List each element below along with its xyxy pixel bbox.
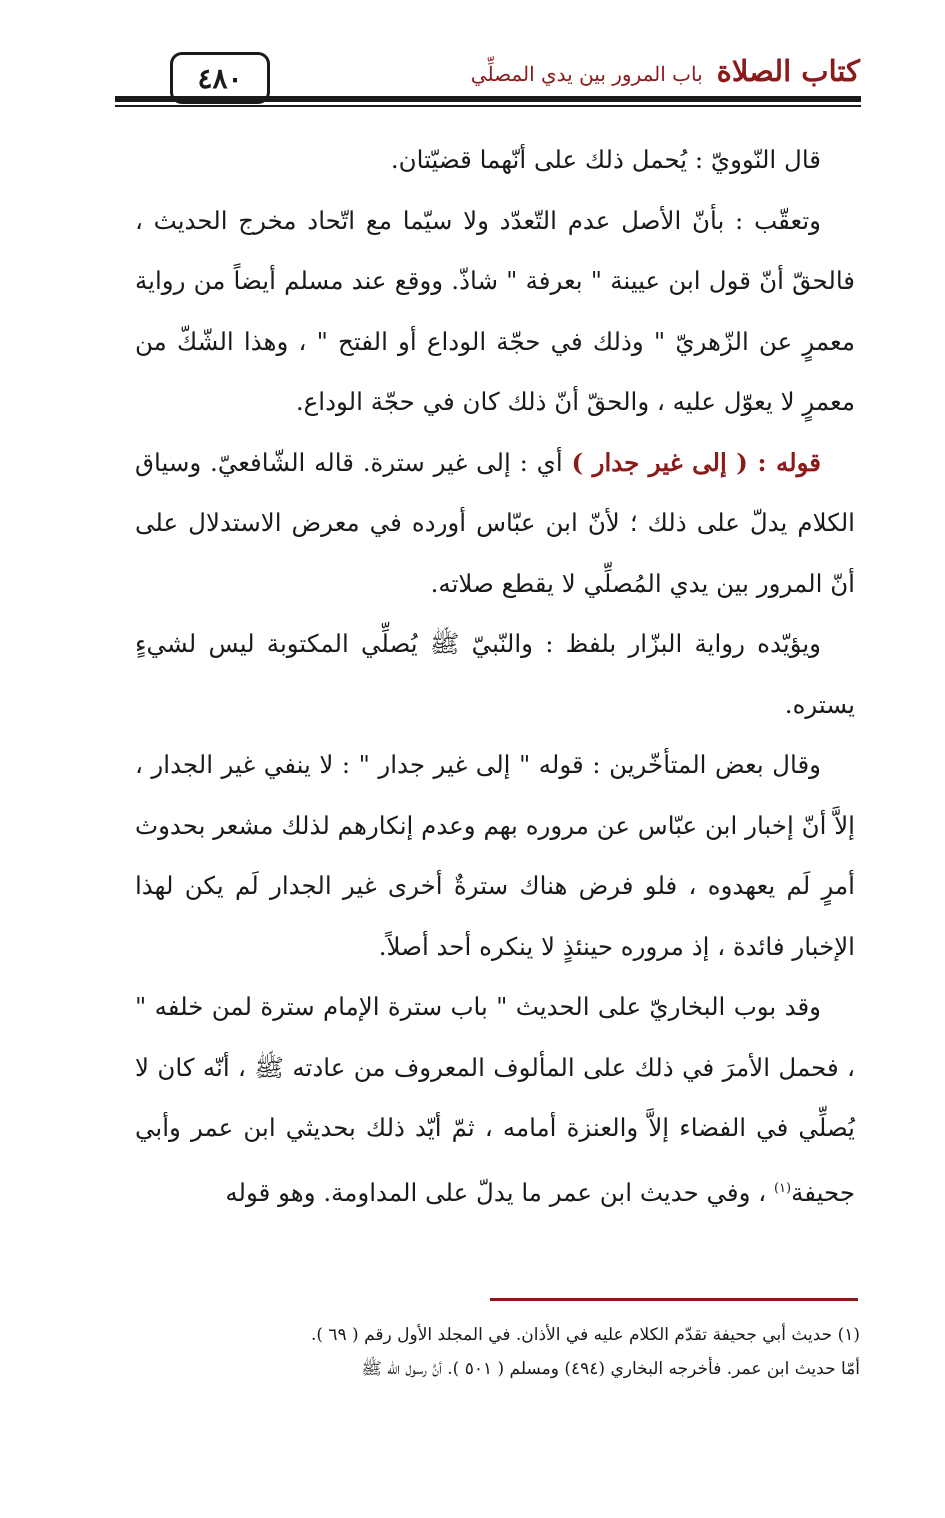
- paragraph-6-text-a: وقد بوب البخاريّ على الحديث " باب سترة الإمام سترة لمن خلفه " ، فحمل الأمرَ في ذلك على المألوف المعروف من عادته ﷺ ، أنّه كان لا يُصلِّي في الفضاء إلاَّ والعنزة أمامه ، ثمّ أيّد ذلك بحديثي ابن عمر وأبي جحيفة: [135, 992, 855, 1207]
- paragraph-3-text: أي : إلى غير سترة. قاله الشّافعيّ. وسياق الكلام يدلّ على ذلك ؛ لأنّ ابن عبّاس أورده في معرض الاستدلال على أنّ المرور بين يدي المُصلِّي لا يقطع صلاته.: [135, 447, 855, 598]
- footnotes: [145, 1318, 860, 1386]
- book-title: كتاب الصلاة: [716, 54, 860, 88]
- running-head: [471, 54, 860, 88]
- footnote-separator: [490, 1298, 858, 1301]
- footnote-ref-1: (١): [773, 1180, 792, 1196]
- main-text: [135, 130, 855, 1223]
- header-rule-thin: [115, 105, 861, 107]
- paragraph-5: وقال بعض المتأخّرين : قوله " إلى غير جدار " : لا ينفي غير الجدار ، إلاَّ أنّ إخبار ابن عبّاس عن مروره بهم وعدم إنكارهم لذلك مشعر بحدوث أمرٍ لَم يعهدوه ، فلو فرض هناك سترةٌ أخرى غير الجدار لَم يكن لهذا الإخبار فائدة ، إذ مروره حينئذٍ لا ينكره أحد أصلاً.: [135, 750, 855, 961]
- paragraph-3: [135, 433, 855, 615]
- page-header: [115, 40, 860, 102]
- header-rule-thick: [115, 96, 861, 102]
- paragraph-6-text-b: ، وفي حديث ابن عمر ما يدلّ على المداومة. وهو قوله: [225, 1177, 774, 1207]
- chapter-title: باب المرور بين يدي المصلِّي: [470, 62, 703, 86]
- footnote-1: (١) حديث أبي جحيفة تقدّم الكلام عليه في الأذان. في المجلد الأول رقم ( ٦٩ ).: [310, 1325, 860, 1345]
- paragraph-1: قال النّوويّ : يُحمل ذلك على أنّهما قضيّتان.: [390, 145, 821, 174]
- paragraph-6: [135, 977, 855, 1223]
- paragraph-2: وتعقّب : بأنّ الأصل عدم التّعدّد ولا سيّما مع اتّحاد مخرج الحديث ، فالحقّ أنّ قول ابن عيينة " بعرفة " شاذّ. ووقع عند مسلم أيضاً من رواية معمرٍ عن الزّهريّ " وذلك في حجّة الوداع أو الفتح " ، وهذا الشّكّ من معمرٍ لا يعوّل عليه ، والحقّ أنّ ذلك كان في حجّة الوداع.: [135, 205, 855, 416]
- page-number: ٤٨٠: [197, 61, 243, 95]
- lemma-heading: قوله : ( إلى غير جدار ): [571, 447, 822, 477]
- paragraph-4: ويؤيّده رواية البزّار بلفظ : والنّبيّ ﷺ يُصلِّي المكتوبة ليس لشيءٍ يستره.: [135, 629, 855, 719]
- footnote-1-continued: أمّا حديث ابن عمر. فأخرجه البخاري (٤٩٤) ومسلم ( ٥٠١ ). أنَّ رسول الله ﷺ: [361, 1359, 860, 1379]
